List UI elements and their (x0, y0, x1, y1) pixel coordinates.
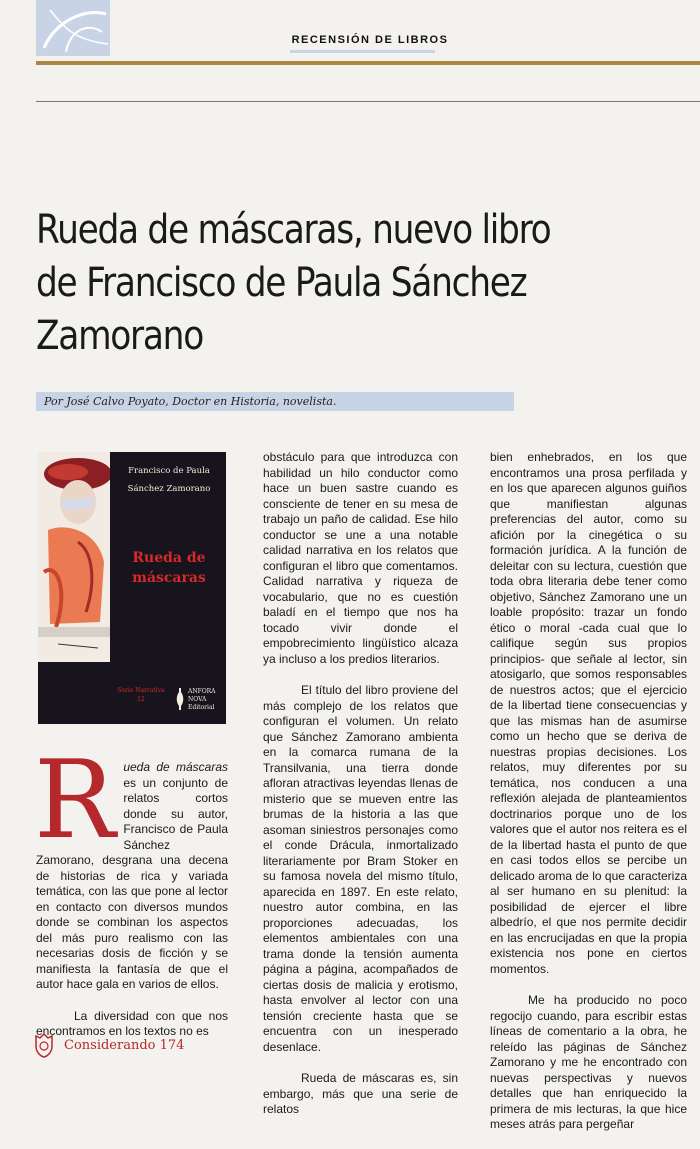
paragraph-text: es un conjunto de relatos cortos donde su autor, Francisco de Paula Sánchez Zamorano, desgrana una decena de historias de rica y variada temática, con las que pone al lector en contacto con diversos mundos donde se combinan los aspectos del más puro realismo con las necesarias dosis de ficción y se manifiesta la fantasía de que el autor hace gala en varios de ellos. (36, 775, 228, 991)
cover-title: Rueda de máscaras (132, 550, 206, 586)
cover-series: Serie Narrativa 12 (117, 687, 165, 703)
cover-author: Francisco de Paula Sánchez Zamorano (127, 466, 211, 494)
book-cover (38, 452, 226, 724)
text-column-1 (34, 738, 228, 1056)
logo-swirl-icon (36, 0, 110, 56)
text-column-2 (263, 450, 458, 1134)
paragraph: Rueda de máscaras es, sin embargo, más que una serie de relatos (263, 1071, 458, 1116)
text-column-3 (490, 450, 687, 1149)
footer-page-label: Considerando 174 (64, 1038, 185, 1053)
paragraph (34, 738, 228, 993)
section-underline (290, 50, 435, 53)
header-thin-rule (36, 101, 700, 102)
cover-publisher: ANFORA NOVA Editorial (188, 688, 216, 711)
paragraph: El título del libro proviene del más complejo de los relatos que configuran el volumen. Un relato que Sánchez Zamorano ambienta en la comarca rumana de la Transilvania, una tierra donde afloran atractivas leyendas llenas de misterio que se mueven entre las brumas de la historia a las que asoman siniestros personajes como el conde Drácula, inmortalizado literariamente por Bram Stoker en su famosa novela del mismo título, aparecida en 1897. En este relato, nuestro autor combina, en las proporciones adecuadas, los elementos ambientales con una trama donde la tensión aumenta página a página, acompañados de ciertas dosis de malicia y erotismo, hasta envolver al lector con una tensión creciente hasta que se encuentra con un inesperado desenlace. (263, 683, 458, 1054)
paragraph: Me ha producido no poco regocijo cuando, para escribir estas líneas de comentario a la obra, he releído las páginas de Sánchez Zamorano y me he encontrado con nuevas perspectivas y nuevos detalles que han enriquecido la primera de mis lecturas, la que hice meses atrás para pergeñar (490, 993, 687, 1131)
masked-figure-icon (38, 452, 110, 724)
section-label: RECENSIÓN DE LIBROS (291, 34, 449, 46)
magazine-logo-mark (36, 0, 110, 56)
paragraph: bien enhebrados, en los que encontramos una prosa perfilada y en los que aparecen algunos guiños que manifiestan algunas preferencias del autor, como su afición por la cinegética o su formación jurídica. A la función de deleitar con su lectura, cuestión que toda obra literaria debe tener como objetivo, Sánchez Zamorano une un loable propósito: trazar un fondo ético o moral -cada cual que lo califique según sus propios principios- que señale al lector, sin atosigarlo, que somos responsables de nuestros actos; que el ejercicio de la libertad tiene consecuencias y que las mismas han de asumirse como un hecho que se deriva de nuestras propias decisiones. Los relatos, muy diferentes por su temática, nos conducen a una reflexión alejada de planteamientos doctrinarios porque uno de los valores que el autor nos reitera es el de la libertad hasta el punto de que en casi todos ellos se percibe un delicado aroma de lo que caracteriza al ser humano en su plenitud: la posibilidad de ejercer el libre albedrío, el que nos permite decidir en las encrucijadas en que la propia existencia nos pone en ciertos momentos. (490, 450, 687, 976)
amphora-icon (176, 688, 184, 710)
book-title-italic: ueda de máscaras (123, 760, 228, 774)
paragraph: obstáculo para que introduzca con habilidad un hilo conductor como hace un buen sastre cuando es consciente de tener en su mesa de trabajo un paño de calidad. Ese hilo conductor se une a una notable calidad narrativa en los relatos que configuran el libro que comentamos. Calidad narrativa y riqueza de vocabulario, que no es cuestión baladí en el tiempo que nos ha tocado vivir donde el empobrecimiento lingüístico alcaza ya incluso a los predios literarios. (263, 450, 458, 666)
header-rule (36, 61, 700, 65)
cover-illustration (38, 452, 110, 724)
crest-icon (32, 1032, 56, 1058)
paragraph: La diversidad con que nos encontramos en los textos no es (36, 1008, 228, 1038)
drop-cap: R (34, 738, 116, 863)
article-title: Rueda de máscaras, nuevo libro de Francisco de Paula Sánchez Zamorano (36, 207, 551, 359)
article-byline: Por José Calvo Poyato, Doctor en Historia, novelista. (36, 392, 514, 411)
